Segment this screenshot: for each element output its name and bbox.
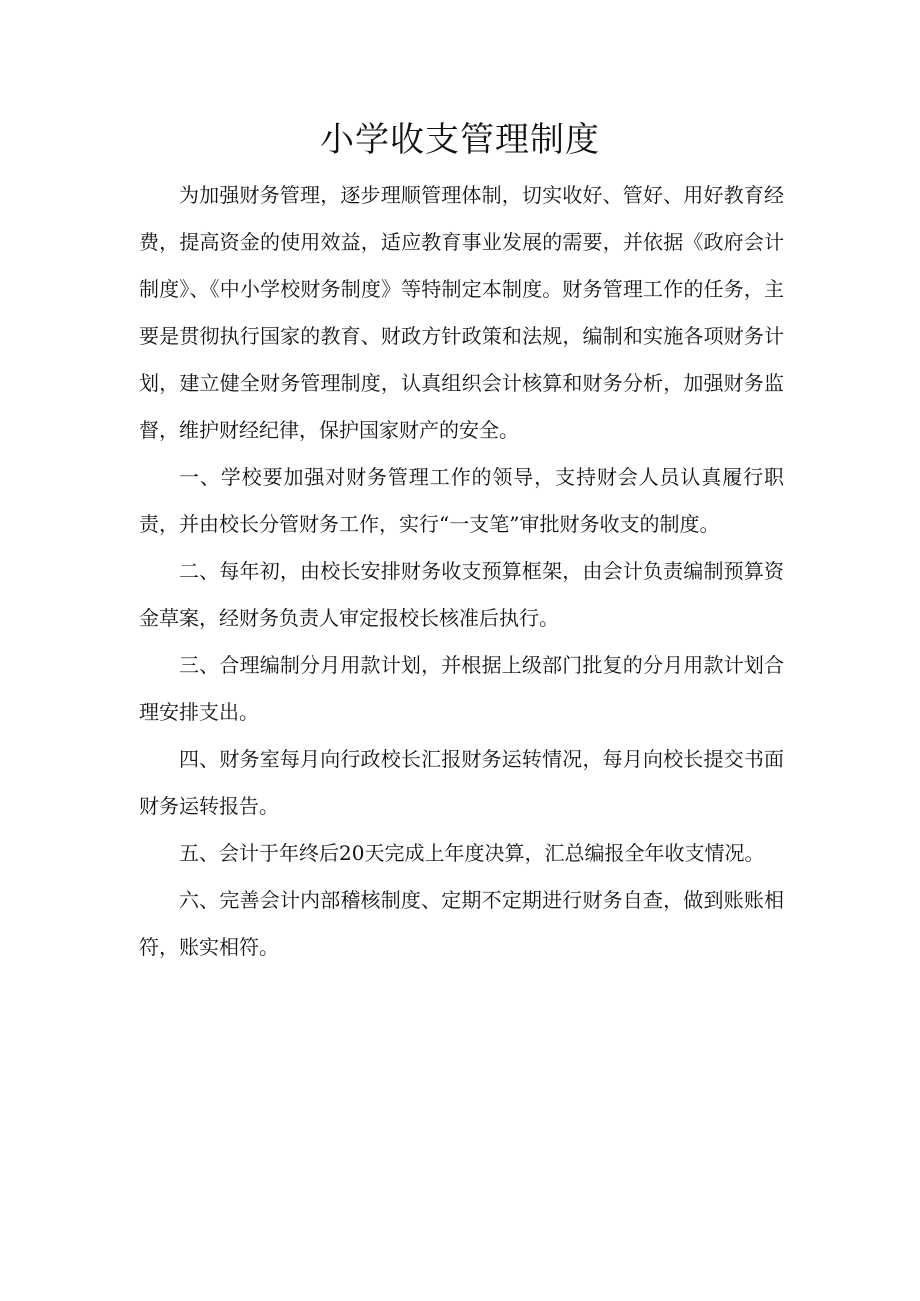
document-body xyxy=(139,172,784,971)
paragraph-item-2: 二、每年初，由校长安排财务收支预算框架，由会计负责编制预算资金草案，经财务负责人审定报校长核准后执行。 xyxy=(139,559,784,630)
document-title: 小学收支管理制度 xyxy=(320,120,600,160)
paragraph-item-3: 三、合理编制分月用款计划，并根据上级部门批复的分月用款计划合理安排支出。 xyxy=(139,653,784,724)
paragraph-item-4: 四、财务室每月向行政校长汇报财务运转情况，每月向校长提交书面财务运转报告。 xyxy=(139,747,784,818)
paragraph-item-1: 一、学校要加强对财务管理工作的领导，支持财会人员认真履行职责，并由校长分管财务工作，实行“一支笔”审批财务收支的制度。 xyxy=(139,465,784,536)
paragraph-item-6: 六、完善会计内部稽核制度、定期不定期进行财务自查，做到账账相符，账实相符。 xyxy=(139,888,784,959)
paragraph-intro: 为加强财务管理，逐步理顺管理体制，切实收好、管好、用好教育经费，提高资金的使用效益，适应教育事业发展的需要，并依据《政府会计制度》、《中小学校财务制度》等特制定本制度。财务管理工作的任务，主要是贯彻执行国家的教育、财政方针政策和法规，编制和实施各项财务计划，建立健全财务管理制度，认真组织会计核算和财务分析，加强财务监督，维护财经纪律，保护国家财产的安全。 xyxy=(139,183,784,442)
paragraph-item-5: 五、会计于年终后20天完成上年度决算，汇总编报全年收支情况。 xyxy=(179,841,765,865)
